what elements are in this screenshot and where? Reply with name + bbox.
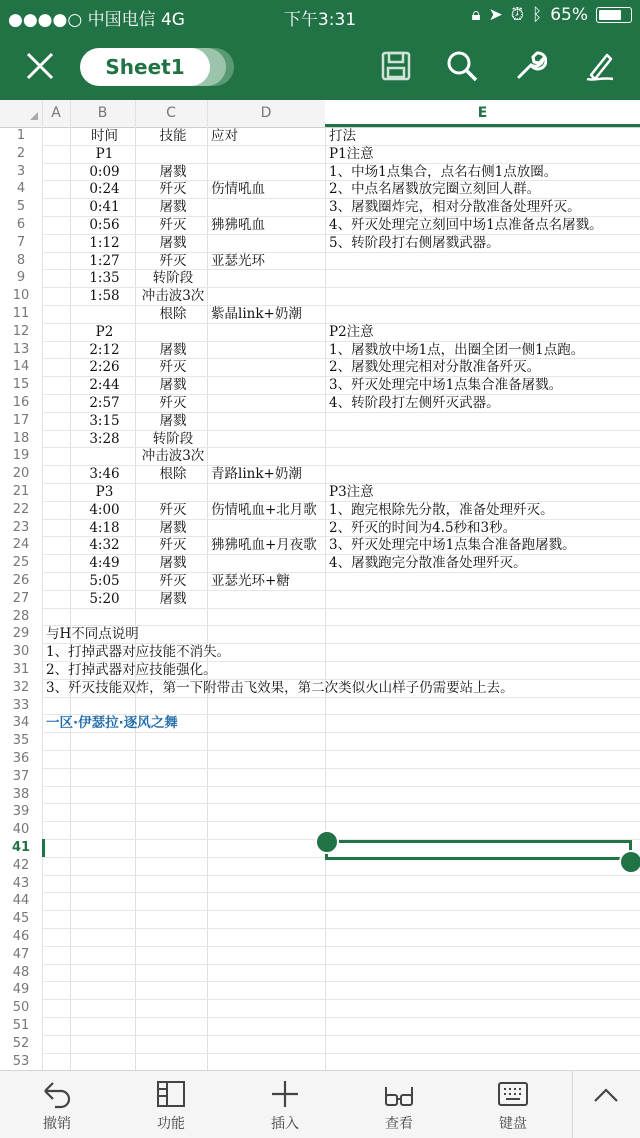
selected-cell-e41[interactable] xyxy=(325,840,632,860)
clock-label: 下午3:31 xyxy=(283,10,357,30)
alarm-icon: ⏰︎ xyxy=(510,5,524,25)
cell-d6[interactable]: 狒狒吼血 xyxy=(211,217,265,233)
cell-c4[interactable]: 歼灭 xyxy=(159,181,187,198)
row-header[interactable]: 27 xyxy=(12,590,30,606)
row-header[interactable]: 35 xyxy=(12,733,30,749)
cell-c23[interactable]: 屠戮 xyxy=(159,519,187,536)
cell-c16[interactable]: 歼灭 xyxy=(159,395,187,411)
cell-b20[interactable]: 3:46 xyxy=(89,466,120,483)
lock-rotation-icon: 🔒︎ xyxy=(471,5,481,25)
cell-b18[interactable]: 3:28 xyxy=(89,430,120,447)
column-header-e[interactable]: E xyxy=(325,100,640,127)
row-header[interactable]: 14 xyxy=(12,359,30,375)
row-header[interactable]: 49 xyxy=(12,982,30,998)
functions-label: 功能 xyxy=(157,1116,185,1132)
keyboard-button[interactable] xyxy=(463,1071,563,1138)
chevron-up-icon xyxy=(556,1071,640,1119)
row-header[interactable]: 17 xyxy=(12,412,30,428)
row-header[interactable]: 45 xyxy=(12,911,30,927)
view-button[interactable] xyxy=(349,1071,449,1138)
table-row xyxy=(0,964,640,982)
cell-e7[interactable]: 5、转阶段打右侧屠戮武器。 xyxy=(329,234,500,251)
table-row xyxy=(0,608,640,626)
table-row xyxy=(0,198,640,216)
row-header[interactable]: 13 xyxy=(12,341,30,357)
cell-c5[interactable]: 屠戮 xyxy=(159,199,187,216)
table-row xyxy=(0,412,640,430)
row-header[interactable]: 47 xyxy=(12,946,30,962)
cell-e12[interactable]: P2注意 xyxy=(329,323,374,340)
row-header[interactable]: 12 xyxy=(12,323,30,339)
table-row xyxy=(0,981,640,999)
cell-d22[interactable]: 伤情吼血+北月歌 xyxy=(211,501,317,518)
cell-c27[interactable]: 屠戮 xyxy=(159,590,187,607)
row-header[interactable]: 2 xyxy=(16,145,26,161)
cell-c22[interactable]: 歼灭 xyxy=(159,501,187,518)
row-header[interactable]: 53 xyxy=(12,1053,30,1069)
row-header[interactable]: 19 xyxy=(12,448,30,464)
table-row xyxy=(0,768,640,786)
table-row xyxy=(0,234,640,252)
cell-c13[interactable]: 屠戮 xyxy=(159,341,187,358)
row-header[interactable]: 36 xyxy=(12,751,30,766)
cell-b4[interactable]: 0:24 xyxy=(89,181,120,198)
cell-a30[interactable]: 1、打掉武器对应技能不消失。 xyxy=(46,644,231,661)
spreadsheet-grid[interactable] xyxy=(0,100,640,1070)
cell-b13[interactable]: 2:12 xyxy=(89,341,120,358)
cell-c14[interactable]: 歼灭 xyxy=(159,359,187,376)
panel-icon xyxy=(121,1071,221,1109)
table-row xyxy=(0,269,640,287)
cell-d1[interactable]: 应对 xyxy=(211,128,238,144)
top-bar xyxy=(0,0,640,100)
functions-button[interactable] xyxy=(121,1071,221,1138)
cell-a32[interactable]: 3、歼灭技能双炸，第一下附带击飞效果，第二次类似火山样子仍需要站上去。 xyxy=(46,679,514,696)
bottom-toolbar xyxy=(0,1070,640,1138)
cell-b27[interactable]: 5:20 xyxy=(89,590,120,607)
cell-d24[interactable]: 狒狒吼血+月夜歌 xyxy=(211,537,317,554)
cell-d4[interactable]: 伤情吼血 xyxy=(211,181,265,198)
cell-b8[interactable]: 1:27 xyxy=(89,252,120,269)
cell-b15[interactable]: 2:44 xyxy=(89,377,120,394)
table-row xyxy=(0,127,640,145)
cell-e21[interactable]: P3注意 xyxy=(329,484,374,500)
cell-e13[interactable]: 1、屠戮放中场1点，出圈全团一侧1点跑。 xyxy=(329,341,585,358)
row-header[interactable]: 52 xyxy=(12,1035,30,1051)
cell-c21[interactable] xyxy=(139,483,207,501)
insert-label: 插入 xyxy=(271,1116,299,1132)
row-header[interactable]: 39 xyxy=(12,804,30,820)
battery-percent: 65% xyxy=(550,5,588,25)
cell-b9[interactable]: 1:35 xyxy=(89,270,120,287)
table-row xyxy=(0,786,640,804)
cell-b6[interactable]: 0:56 xyxy=(89,217,120,233)
row-header[interactable]: 11 xyxy=(12,306,30,321)
row-header[interactable]: 38 xyxy=(12,786,30,802)
cell-b23[interactable]: 4:18 xyxy=(89,519,120,536)
cell-a31[interactable]: 2、打掉武器对应技能强化。 xyxy=(46,662,217,678)
sheet-tab-button[interactable]: Sheet1 xyxy=(80,48,210,86)
table-row xyxy=(0,483,640,501)
table-row xyxy=(0,465,640,483)
table-row xyxy=(0,875,640,893)
row-header[interactable]: 24 xyxy=(12,537,30,553)
cell-b26[interactable]: 5:05 xyxy=(89,573,120,589)
table-row xyxy=(0,679,640,697)
cell-b3[interactable]: 0:09 xyxy=(89,163,120,180)
cell-b21[interactable]: P3 xyxy=(95,484,114,500)
row-header[interactable]: 18 xyxy=(12,430,30,446)
table-row xyxy=(0,145,640,163)
table-row xyxy=(0,572,640,590)
cell-b14[interactable]: 2:26 xyxy=(89,359,120,376)
keyboard-label: 键盘 xyxy=(499,1116,527,1132)
wrench-icon[interactable] xyxy=(508,44,552,88)
row-header[interactable]: 29 xyxy=(12,626,30,642)
cell-c3[interactable]: 屠戮 xyxy=(159,163,187,180)
table-row xyxy=(0,1017,640,1035)
cell-e22[interactable]: 1、跑完根除先分散，准备处理歼灭。 xyxy=(329,501,554,518)
row-header[interactable]: 1 xyxy=(16,128,26,143)
table-row xyxy=(0,341,640,359)
table-row xyxy=(0,803,640,821)
cell-b10[interactable]: 1:58 xyxy=(89,288,120,305)
cell-c11[interactable]: 根除 xyxy=(159,306,187,322)
status-right xyxy=(471,5,632,25)
cell-c10[interactable]: 冲击波3次 xyxy=(141,288,205,305)
row-header[interactable]: 34 xyxy=(12,715,30,731)
selection-handle-start[interactable] xyxy=(315,830,339,854)
save-icon[interactable] xyxy=(374,44,418,88)
table-row xyxy=(0,305,640,323)
bluetooth-icon: ᛒ xyxy=(532,5,543,25)
insert-button[interactable] xyxy=(235,1071,335,1138)
table-row xyxy=(0,1053,640,1070)
row-header[interactable]: 7 xyxy=(16,234,26,250)
cell-e4[interactable]: 2、中点名屠戮放完圈立刻回人群。 xyxy=(329,181,541,198)
cell-e25[interactable]: 4、屠戮跑完分散准备处理歼灭。 xyxy=(329,555,527,572)
cell-c26[interactable]: 歼灭 xyxy=(159,573,187,589)
table-row xyxy=(0,928,640,946)
app-toolbar xyxy=(0,32,640,100)
row-header[interactable]: 31 xyxy=(12,662,30,677)
row-header[interactable]: 33 xyxy=(12,697,30,713)
cell-c15[interactable]: 屠戮 xyxy=(159,377,187,394)
table-row xyxy=(0,163,640,181)
cell-e23[interactable]: 2、歼灭的时间为4.5秒和3秒。 xyxy=(329,519,517,536)
cell-c25[interactable]: 屠戮 xyxy=(159,555,187,572)
cell-a34[interactable]: 一区·伊瑟拉·逐风之舞 xyxy=(46,715,178,732)
row-header[interactable]: 16 xyxy=(12,395,30,410)
row-header[interactable]: 23 xyxy=(12,519,30,535)
search-icon[interactable] xyxy=(440,44,484,88)
status-bar xyxy=(0,0,640,32)
table-row xyxy=(0,910,640,928)
table-row xyxy=(0,394,640,412)
glasses-icon xyxy=(349,1071,449,1109)
row-header[interactable]: 50 xyxy=(12,1000,30,1016)
cell-c24[interactable]: 歼灭 xyxy=(159,537,187,554)
plus-icon xyxy=(235,1071,335,1109)
table-row xyxy=(0,216,640,234)
keyboard-icon xyxy=(463,1071,563,1109)
row-header[interactable]: 5 xyxy=(16,199,26,215)
cell-e16[interactable]: 4、转阶段打左侧歼灭武器。 xyxy=(329,395,500,411)
cell-b7[interactable]: 1:12 xyxy=(89,234,120,251)
cell-c17[interactable]: 屠戮 xyxy=(159,412,187,429)
battery-icon xyxy=(596,7,632,23)
row-header[interactable]: 21 xyxy=(12,484,30,499)
undo-button[interactable] xyxy=(7,1071,107,1138)
cell-d26[interactable]: 亚瑟光环+糖 xyxy=(211,573,290,589)
cell-a29[interactable]: 与H不同点说明 xyxy=(46,626,139,643)
row-header[interactable]: 42 xyxy=(12,857,30,873)
cell-d20[interactable]: 青路link+奶潮 xyxy=(211,466,302,483)
column-header-d[interactable]: D xyxy=(207,100,326,127)
table-row xyxy=(0,999,640,1017)
row-header[interactable]: 43 xyxy=(12,875,30,891)
row-header[interactable]: 3 xyxy=(16,163,26,179)
cell-c8[interactable]: 歼灭 xyxy=(159,252,187,269)
row-header[interactable]: 30 xyxy=(12,644,30,660)
table-row xyxy=(0,892,640,910)
cell-b17[interactable]: 3:15 xyxy=(89,412,120,429)
row-header[interactable]: 15 xyxy=(12,377,30,393)
selection-handle-end[interactable] xyxy=(619,850,640,874)
table-row xyxy=(0,697,640,715)
cell-c2[interactable] xyxy=(139,145,207,163)
cell-b5[interactable]: 0:41 xyxy=(89,199,120,216)
select-all-corner[interactable] xyxy=(0,100,43,127)
cell-e2[interactable]: P1注意 xyxy=(329,145,374,162)
carrier-label: ●●●●○ 中国电信 4G xyxy=(8,10,185,30)
cell-c1[interactable]: 技能 xyxy=(159,128,187,144)
location-icon: ➤ xyxy=(488,5,503,25)
cell-c6[interactable]: 歼灭 xyxy=(159,217,187,233)
table-row xyxy=(0,180,640,198)
row-header[interactable]: 10 xyxy=(12,288,30,304)
cell-c18[interactable]: 转阶段 xyxy=(152,430,194,447)
table-row xyxy=(0,376,640,394)
row-header[interactable]: 48 xyxy=(12,964,30,980)
cell-c9[interactable]: 转阶段 xyxy=(152,270,194,287)
row-header[interactable]: 25 xyxy=(12,555,30,571)
row-header[interactable]: 40 xyxy=(12,822,30,838)
row-header[interactable]: 9 xyxy=(16,270,26,286)
table-row xyxy=(0,643,640,661)
cell-c19[interactable]: 冲击波3次 xyxy=(141,448,205,465)
cell-b19[interactable] xyxy=(74,447,135,465)
table-row xyxy=(0,554,640,572)
view-label: 查看 xyxy=(385,1116,413,1132)
cell-e1[interactable]: 打法 xyxy=(329,128,356,144)
row-header[interactable]: 44 xyxy=(12,893,30,909)
table-row xyxy=(0,625,640,643)
undo-label: 撤销 xyxy=(43,1116,71,1132)
cell-e15[interactable]: 3、歼灭处理完中场1点集合准备屠戮。 xyxy=(329,377,563,394)
row-header[interactable]: 4 xyxy=(16,181,26,197)
column-header-a[interactable]: A xyxy=(42,100,71,127)
row-header[interactable]: 22 xyxy=(12,501,30,517)
cell-e24[interactable]: 3、歼灭处理完中场1点集合准备跑屠戮。 xyxy=(329,537,576,554)
pen-icon[interactable] xyxy=(578,44,622,88)
table-row xyxy=(0,1035,640,1053)
row-header[interactable]: 37 xyxy=(12,768,30,784)
table-row xyxy=(0,946,640,964)
row-header[interactable]: 51 xyxy=(12,1018,30,1033)
table-row xyxy=(0,430,640,448)
cell-b25[interactable]: 4:49 xyxy=(89,555,120,572)
close-icon[interactable] xyxy=(18,44,62,88)
cell-d11[interactable]: 紫晶link+奶潮 xyxy=(211,306,302,322)
cell-e3[interactable]: 1、中场1点集合，点名右侧1点放圈。 xyxy=(329,163,558,180)
column-header-c[interactable]: C xyxy=(135,100,208,127)
row-header[interactable]: 8 xyxy=(16,252,26,268)
cell-d8[interactable]: 亚瑟光环 xyxy=(211,252,265,269)
cell-c7[interactable]: 屠戮 xyxy=(159,234,187,251)
column-header-b[interactable]: B xyxy=(70,100,136,127)
cell-b24[interactable]: 4:32 xyxy=(89,537,120,554)
row-header[interactable]: 46 xyxy=(12,929,30,944)
column-header-bar xyxy=(0,100,640,128)
cell-b2[interactable]: P1 xyxy=(95,145,114,162)
table-row xyxy=(0,590,640,608)
cell-e6[interactable]: 4、歼灭处理完立刻回中场1点准备点名屠戮。 xyxy=(329,217,603,233)
row-header[interactable]: 6 xyxy=(16,217,26,232)
table-row xyxy=(0,287,640,305)
cell-b16[interactable]: 2:57 xyxy=(89,395,120,411)
table-row xyxy=(0,750,640,768)
row-header[interactable]: 28 xyxy=(12,608,30,624)
undo-icon xyxy=(7,1071,107,1109)
row-header[interactable]: 41 xyxy=(0,839,45,857)
row-header[interactable]: 20 xyxy=(12,466,30,482)
row-header[interactable]: 32 xyxy=(12,679,30,695)
table-row xyxy=(0,447,640,465)
cell-e5[interactable]: 3、屠戮圈炸完，相对分散准备处理歼灭。 xyxy=(329,199,581,216)
table-row xyxy=(0,519,640,537)
cell-c12[interactable] xyxy=(139,323,207,341)
cell-b12[interactable]: P2 xyxy=(95,323,114,340)
cell-b11[interactable] xyxy=(74,305,135,323)
cell-b1[interactable]: 时间 xyxy=(91,128,118,144)
expand-toolbar-button[interactable] xyxy=(556,1071,640,1138)
table-row xyxy=(0,323,640,341)
cell-e14[interactable]: 2、屠戮处理完相对分散准备歼灭。 xyxy=(329,359,541,376)
table-row xyxy=(0,358,640,376)
table-row xyxy=(0,714,640,732)
table-row xyxy=(0,732,640,750)
cell-b22[interactable]: 4:00 xyxy=(89,501,120,518)
row-header[interactable]: 26 xyxy=(12,573,30,588)
table-row xyxy=(0,661,640,679)
table-row xyxy=(0,252,640,270)
table-row xyxy=(0,501,640,519)
table-row xyxy=(0,536,640,554)
cell-c20[interactable]: 根除 xyxy=(159,466,187,483)
